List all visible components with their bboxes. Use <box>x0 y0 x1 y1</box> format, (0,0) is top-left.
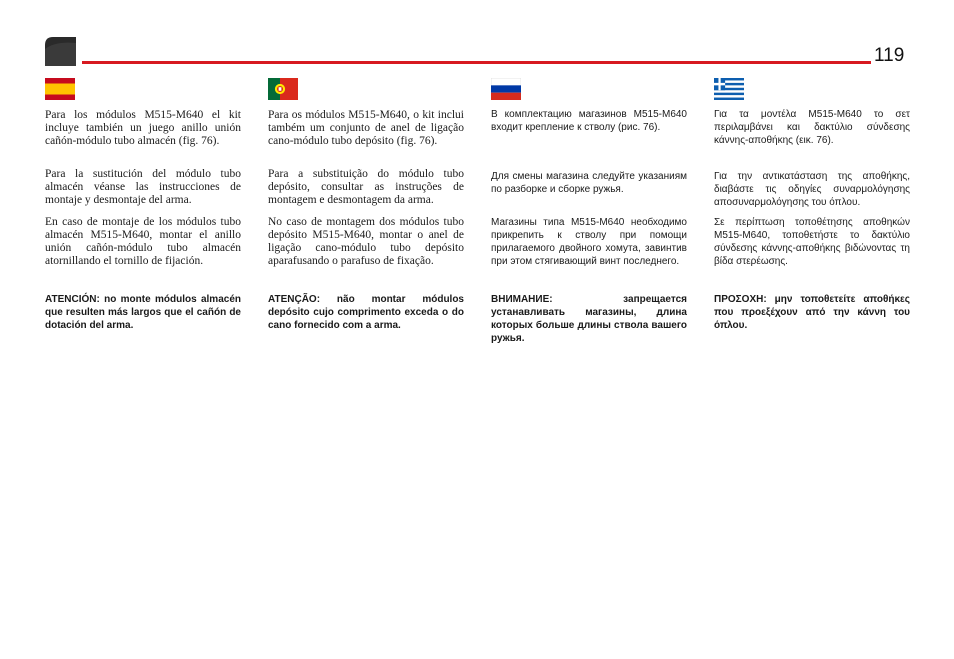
pt-paragraph-2: Para a substituição do módulo tubo depósito, consultar as instruções de montagem e desmontagem da arma. <box>268 168 464 206</box>
gr-paragraph-2: Για την αντικατάσταση της αποθήκης, διαβάστε τις οδηγίες συναρμολόγησης αποσυναρμολόγησης του όπλου. <box>714 171 910 208</box>
es-paragraph-3: En caso de montaje de los módulos tubo almacén M515-M640, montar el anillo unión cañón-módulo tubo almacén atornillando el tornillo de fijación. <box>45 216 241 267</box>
column-greek <box>714 78 910 331</box>
spain-flag-icon <box>45 78 75 100</box>
es-paragraph-2: Para la sustitución del módulo tubo almacén véanse las instrucciones de montaje y desmontaje del arma. <box>45 168 241 206</box>
ru-warning: ВНИМАНИЕ: запрещается устанавливать магазины, длина которых больше длины ствола вашего ружья. <box>491 294 687 344</box>
pt-warning: ATENÇÃO: não montar módulos depósito cujo comprimento exceda o do cano fornecido com a arma. <box>268 294 464 331</box>
russia-flag-icon <box>491 78 521 100</box>
ru-paragraph-1: В комплектацию магазинов M515-M640 входит крепление к стволу (рис. 76). <box>491 109 687 133</box>
portugal-flag-icon <box>268 78 298 100</box>
gr-paragraph-1: Για τα μοντέλα M515-M640 το σετ περιλαμβάνει και δακτύλιο σύνδεσης κάννης-αποθήκης (εικ. 76). <box>714 109 910 146</box>
gr-paragraph-3: Σε περίπτωση τοποθέτησης αποθηκών M515-M640, τοποθετήστε το δακτύλιο σύνδεσης κάννης-αποθήκης βιδώνοντας τη βίδα στερέωσης. <box>714 217 910 267</box>
pt-paragraph-3: No caso de montagem dos módulos tubo depósito M515-M640, montar o anel de ligação cano-módulo tubo depósito aparafusando o parafuso de fixação. <box>268 216 464 267</box>
es-warning: ATENCIÓN: no monte módulos almacén que resulten más largos que el cañón de dotación del arma. <box>45 294 241 331</box>
column-spanish <box>45 78 241 331</box>
ru-paragraph-2: Для смены магазина следуйте указаниям по разборке и сборке ружья. <box>491 171 687 195</box>
corner-tab-icon <box>45 37 76 66</box>
page-number: 119 <box>874 45 905 66</box>
pt-paragraph-1: Para os módulos M515-M640, o kit inclui também um conjunto de anel de ligação cano-módulo tubo depósito (fig. 76). <box>268 109 464 147</box>
gr-warning: ΠΡΟΣΟΧΗ: μην τοποθετείτε αποθήκες που προεξέχουν από την κάννη του όπλου. <box>714 294 910 331</box>
greece-flag-icon <box>714 78 744 100</box>
ru-paragraph-3: Магазины типа M515-M640 необходимо прикрепить к стволу при помощи прилагаемого двойного хомута, завинтив при этом стягивающий винт последнего. <box>491 217 687 267</box>
es-paragraph-1: Para los módulos M515-M640 el kit incluye también un juego anillo unión cañón-módulo tubo almacén (fig. 76). <box>45 109 241 147</box>
column-russian <box>491 78 687 344</box>
header-rule <box>82 61 871 64</box>
column-portuguese <box>268 78 464 331</box>
